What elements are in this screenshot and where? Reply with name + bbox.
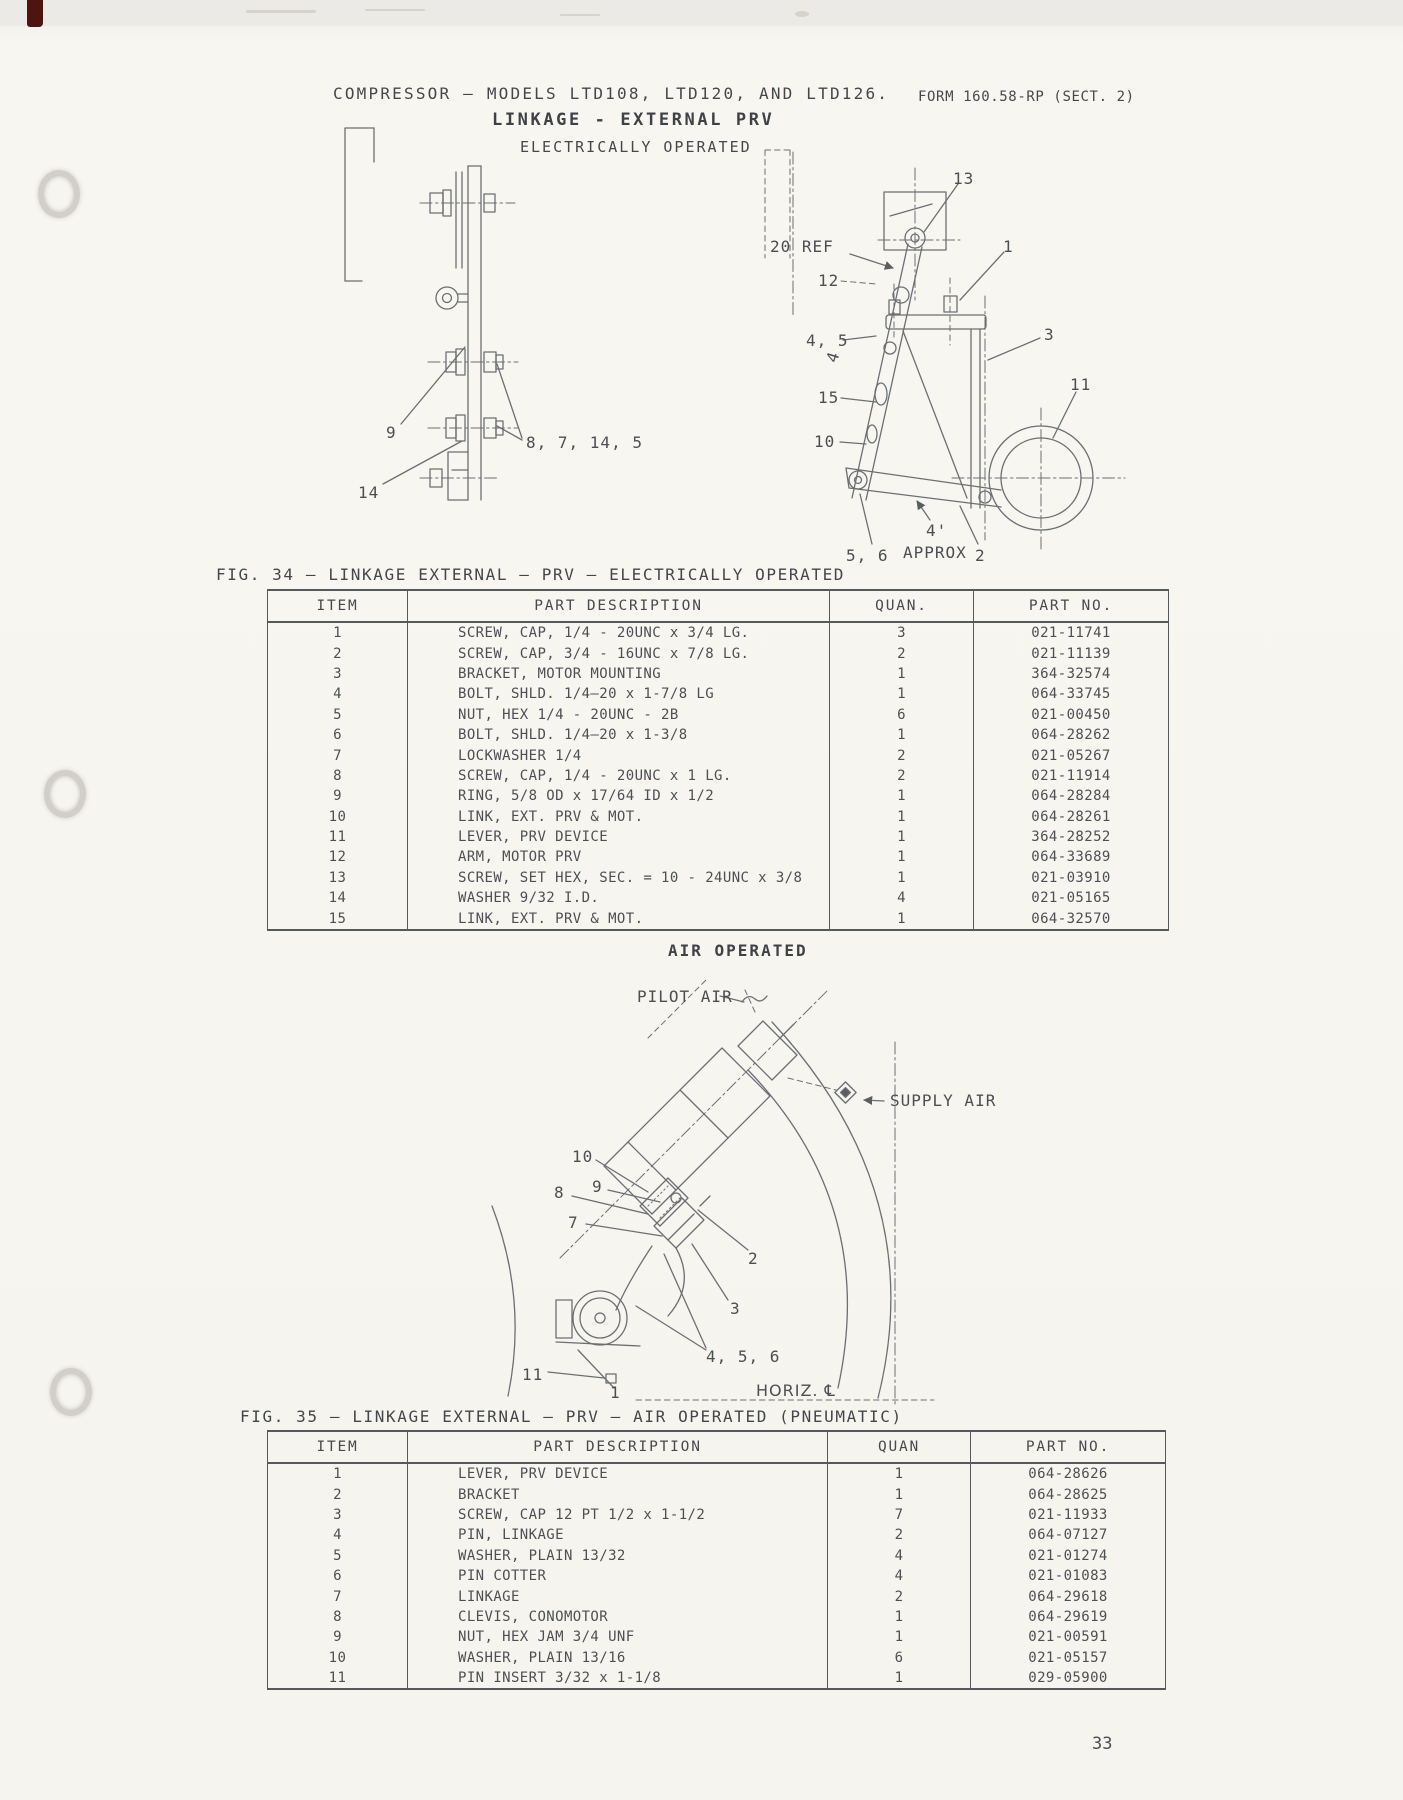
description-cell: LINKAGE — [408, 1586, 828, 1606]
fig34-label-20ref: 20 REF — [770, 237, 834, 256]
fig34-label-14: 14 — [358, 483, 380, 502]
part-no-cell: 021-11914 — [974, 766, 1169, 786]
description-cell: SCREW, CAP, 3/4 - 16UNC x 7/8 LG. — [408, 643, 830, 663]
part-no-cell: 064-28284 — [974, 786, 1169, 806]
table-row — [268, 705, 1169, 725]
fig34-label-11: 11 — [1070, 375, 1092, 394]
table-row — [268, 888, 1169, 908]
part-no-cell: 021-11741 — [974, 622, 1169, 643]
fig34-label-9: 9 — [386, 423, 397, 442]
part-no-cell: 021-05157 — [971, 1648, 1166, 1668]
fig35-label-10: 10 — [572, 1147, 594, 1166]
table-row — [268, 868, 1169, 888]
description-cell: NUT, HEX 1/4 - 20UNC - 2B — [408, 705, 830, 725]
description-cell: LEVER, PRV DEVICE — [408, 827, 830, 847]
item-cell: 2 — [333, 1486, 342, 1503]
fig34-caption: FIG. 34 — LINKAGE EXTERNAL – PRV – ELECTRICALLY OPERATED — [216, 565, 846, 584]
part-no-cell: 021-00450 — [974, 705, 1169, 725]
fig34-label-5-6: 5, 6 — [846, 546, 889, 565]
table-row — [268, 807, 1169, 827]
quantity-cell: 1 — [830, 664, 974, 684]
part-no-cell: 021-11139 — [974, 643, 1169, 663]
item-cell: 3 — [333, 665, 342, 682]
part-no-cell: 064-28262 — [974, 725, 1169, 745]
table-row — [268, 1627, 1166, 1647]
section-heading-air: AIR OPERATED — [668, 941, 808, 960]
quantity-cell: 2 — [828, 1586, 971, 1606]
table-row — [268, 786, 1169, 806]
scan-top-strip — [0, 0, 1403, 26]
fig35-label-9: 9 — [592, 1177, 603, 1196]
quantity-cell: 4 — [828, 1566, 971, 1586]
fig34-left-linework — [345, 128, 522, 500]
item-cell: 1 — [333, 1466, 342, 1483]
item-cell: 5 — [333, 1547, 342, 1564]
description-cell: CLEVIS, CONOMOTOR — [408, 1607, 828, 1627]
item-cell: 10 — [328, 808, 347, 825]
col-part-no: PART NO. — [974, 590, 1169, 622]
description-cell: BRACKET, MOTOR MOUNTING — [408, 664, 830, 684]
item-cell: 7 — [333, 747, 342, 764]
table-row — [268, 908, 1169, 929]
quantity-cell: 2 — [830, 745, 974, 765]
description-cell: SCREW, CAP, 1/4 - 20UNC x 1 LG. — [408, 766, 830, 786]
table-row — [268, 766, 1169, 786]
description-cell: ARM, MOTOR PRV — [408, 847, 830, 867]
table-row — [268, 1546, 1166, 1566]
item-cell: 10 — [328, 1649, 347, 1666]
scan-smudge — [246, 10, 316, 13]
page-header: COMPRESSOR — MODELS LTD108, LTD120, AND LTD126. — [333, 84, 890, 103]
table-row — [268, 1566, 1166, 1586]
quantity-cell: 2 — [830, 766, 974, 786]
col-description: PART DESCRIPTION — [408, 590, 830, 622]
description-cell: SCREW, SET HEX, SEC. = 10 - 24UNC x 3/8 — [408, 868, 830, 888]
quantity-cell: 1 — [828, 1484, 971, 1504]
table-row — [268, 1648, 1166, 1668]
item-cell: 8 — [333, 1608, 342, 1625]
item-cell: 15 — [328, 910, 347, 927]
punch-hole — [38, 170, 80, 218]
part-no-cell: 029-05900 — [971, 1668, 1166, 1689]
part-no-cell: 021-05267 — [974, 745, 1169, 765]
description-cell: BOLT, SHLD. 1/4–20 x 1-7/8 LG — [408, 684, 830, 704]
quantity-cell: 1 — [830, 827, 974, 847]
part-no-cell: 064-29619 — [971, 1607, 1166, 1627]
fig35-label-2: 2 — [748, 1249, 759, 1268]
item-cell: 2 — [333, 645, 342, 662]
page-number: 33 — [1092, 1734, 1113, 1754]
fig34-label-2: 2 — [975, 546, 986, 565]
table-row — [268, 1505, 1166, 1525]
quantity-cell: 1 — [828, 1463, 971, 1484]
col-part-no: PART NO. — [971, 1431, 1166, 1463]
description-cell: LINK, EXT. PRV & MOT. — [408, 807, 830, 827]
fig35-diagram — [440, 955, 1000, 1415]
quantity-cell: 1 — [828, 1668, 971, 1689]
item-cell: 6 — [333, 727, 342, 744]
fig35-parts-table — [267, 1430, 1166, 1690]
part-no-cell: 364-28252 — [974, 827, 1169, 847]
table-row — [268, 622, 1169, 643]
item-cell: 5 — [333, 706, 342, 723]
quantity-cell: 1 — [828, 1627, 971, 1647]
description-cell: PIN COTTER — [408, 1566, 828, 1586]
fig34-label-3: 3 — [1044, 325, 1055, 344]
section-heading-electrical: ELECTRICALLY OPERATED — [520, 138, 752, 156]
item-cell: 9 — [333, 1629, 342, 1646]
table-row — [268, 1668, 1166, 1689]
quantity-cell: 1 — [830, 868, 974, 888]
fig34-label-4ft: 4' — [926, 521, 948, 540]
item-cell: 11 — [328, 829, 347, 846]
fig34-label-1: 1 — [1003, 237, 1014, 256]
part-no-cell: 364-32574 — [974, 664, 1169, 684]
description-cell: BOLT, SHLD. 1/4–20 x 1-3/8 — [408, 725, 830, 745]
quantity-cell: 4 — [828, 1546, 971, 1566]
col-item: ITEM — [268, 590, 408, 622]
scan-smudge — [365, 9, 425, 11]
scan-corner-mark — [27, 0, 43, 27]
part-no-cell: 064-28261 — [974, 807, 1169, 827]
quantity-cell: 1 — [830, 908, 974, 929]
table-row — [268, 847, 1169, 867]
quantity-cell: 1 — [830, 786, 974, 806]
description-cell: RING, 5/8 OD x 17/64 ID x 1/2 — [408, 786, 830, 806]
form-reference: FORM 160.58-RP (SECT. 2) — [918, 89, 1135, 105]
item-cell: 8 — [333, 767, 342, 784]
quantity-cell: 1 — [830, 725, 974, 745]
table-row — [268, 745, 1169, 765]
fig34-label-8-7-14-5: 8, 7, 14, 5 — [526, 433, 643, 452]
fig34-diagram — [270, 118, 1170, 580]
part-no-cell: 021-00591 — [971, 1627, 1166, 1647]
scan-smudge — [795, 11, 809, 17]
item-cell: 1 — [333, 625, 342, 642]
fig35-label-pilot-air: PILOT AIR — [637, 987, 733, 1006]
fig35-label-7: 7 — [568, 1213, 579, 1232]
fig35-caption: FIG. 35 — LINKAGE EXTERNAL – PRV – AIR OPERATED (PNEUMATIC) — [240, 1407, 903, 1426]
item-cell: 9 — [333, 788, 342, 805]
part-no-cell: 064-33689 — [974, 847, 1169, 867]
item-cell: 4 — [333, 1527, 342, 1544]
quantity-cell: 2 — [830, 643, 974, 663]
fig34-right-linework — [765, 150, 1125, 552]
col-item: ITEM — [268, 1431, 408, 1463]
quantity-cell: 1 — [830, 807, 974, 827]
table-row — [268, 1463, 1166, 1484]
part-no-cell: 021-01274 — [971, 1546, 1166, 1566]
fig34-label-4-rotated: 4 — [822, 348, 844, 365]
item-cell: 14 — [328, 890, 347, 907]
punch-hole — [44, 770, 86, 818]
fig35-label-8: 8 — [554, 1183, 565, 1202]
fig35-label-supply-air: SUPPLY AIR — [890, 1091, 997, 1110]
part-no-cell: 021-05165 — [974, 888, 1169, 908]
part-no-cell: 064-33745 — [974, 684, 1169, 704]
fig34-label-4-5: 4, 5 — [806, 331, 849, 350]
table-row — [268, 643, 1169, 663]
description-cell: PIN INSERT 3/32 x 1-1/8 — [408, 1668, 828, 1689]
fig35-label-horiz-centerline: HORIZ. ℄ — [756, 1381, 836, 1400]
quantity-cell: 1 — [828, 1607, 971, 1627]
description-cell: LINK, EXT. PRV & MOT. — [408, 908, 830, 929]
fig35-labels — [522, 987, 996, 1402]
table-row — [268, 827, 1169, 847]
table-row — [268, 725, 1169, 745]
table-row — [268, 664, 1169, 684]
col-quantity: QUAN — [828, 1431, 971, 1463]
punch-hole — [50, 1368, 92, 1416]
description-cell: PIN, LINKAGE — [408, 1525, 828, 1545]
item-cell: 7 — [333, 1588, 342, 1605]
part-no-cell: 064-07127 — [971, 1525, 1166, 1545]
description-cell: WASHER 9/32 I.D. — [408, 888, 830, 908]
fig34-label-13: 13 — [953, 169, 975, 188]
fig34-label-15: 15 — [818, 388, 840, 407]
part-no-cell: 021-11933 — [971, 1505, 1166, 1525]
description-cell: SCREW, CAP, 1/4 - 20UNC x 3/4 LG. — [408, 622, 830, 643]
col-description: PART DESCRIPTION — [408, 1431, 828, 1463]
description-cell: WASHER, PLAIN 13/32 — [408, 1546, 828, 1566]
description-cell: SCREW, CAP 12 PT 1/2 x 1-1/2 — [408, 1505, 828, 1525]
item-cell: 13 — [328, 869, 347, 886]
description-cell: NUT, HEX JAM 3/4 UNF — [408, 1627, 828, 1647]
table-row — [268, 684, 1169, 704]
table-row — [268, 1484, 1166, 1504]
page-title: LINKAGE - EXTERNAL PRV — [492, 110, 775, 130]
item-cell: 12 — [328, 849, 347, 866]
description-cell: BRACKET — [408, 1484, 828, 1504]
description-cell: LOCKWASHER 1/4 — [408, 745, 830, 765]
table-row — [268, 1607, 1166, 1627]
fig35-label-11: 11 — [522, 1365, 544, 1384]
quantity-cell: 1 — [830, 847, 974, 867]
item-cell: 4 — [333, 686, 342, 703]
quantity-cell: 7 — [828, 1505, 971, 1525]
table-row — [268, 1586, 1166, 1606]
col-quantity: QUAN. — [830, 590, 974, 622]
part-no-cell: 064-29618 — [971, 1586, 1166, 1606]
quantity-cell: 2 — [828, 1525, 971, 1545]
part-no-cell: 021-03910 — [974, 868, 1169, 888]
fig35-label-1: 1 — [610, 1383, 621, 1402]
description-cell: LEVER, PRV DEVICE — [408, 1463, 828, 1484]
item-cell: 11 — [328, 1670, 347, 1687]
description-cell: WASHER, PLAIN 13/16 — [408, 1648, 828, 1668]
item-cell: 3 — [333, 1506, 342, 1523]
part-no-cell: 064-28625 — [971, 1484, 1166, 1504]
part-no-cell: 064-32570 — [974, 908, 1169, 929]
table-header-row — [268, 590, 1169, 622]
quantity-cell: 1 — [830, 684, 974, 704]
fig34-label-approx: APPROX — [903, 543, 967, 562]
quantity-cell: 6 — [830, 705, 974, 725]
part-no-cell: 021-01083 — [971, 1566, 1166, 1586]
table-row — [268, 1525, 1166, 1545]
scan-smudge — [560, 14, 600, 16]
fig34-parts-table — [267, 589, 1169, 931]
fig34-label-12: 12 — [818, 271, 840, 290]
part-no-cell: 064-28626 — [971, 1463, 1166, 1484]
fig35-label-4-5-6: 4, 5, 6 — [706, 1347, 781, 1366]
table-header-row — [268, 1431, 1166, 1463]
quantity-cell: 4 — [830, 888, 974, 908]
quantity-cell: 6 — [828, 1648, 971, 1668]
quantity-cell: 3 — [830, 622, 974, 643]
fig34-label-10: 10 — [814, 432, 836, 451]
fig35-label-3: 3 — [730, 1299, 741, 1318]
item-cell: 6 — [333, 1568, 342, 1585]
